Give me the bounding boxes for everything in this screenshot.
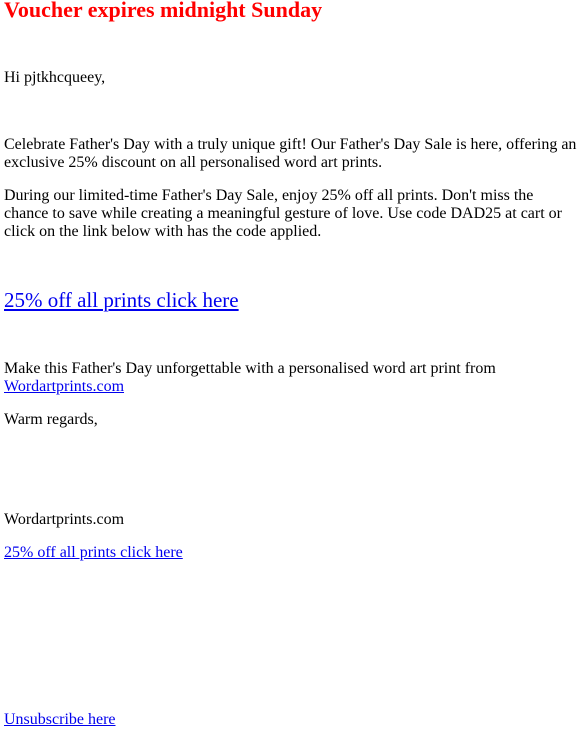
headline: Voucher expires midnight Sunday <box>4 0 323 22</box>
secondary-cta <box>4 544 578 562</box>
secondary-cta-link[interactable]: 25% off all prints click here <box>4 544 183 561</box>
intro-paragraph: Celebrate Father's Day with a truly unique gift! Our Father's Day Sale is here, offering an exclusive 25% discount on all personalised word art prints. <box>4 136 577 171</box>
closing-paragraph: Make this Father's Day unforgettable with a personalised word art print from <box>4 360 496 377</box>
signature: Wordartprints.com <box>4 511 125 528</box>
primary-cta-link[interactable]: 25% off all prints click here <box>4 288 239 312</box>
primary-cta <box>4 288 239 312</box>
regards: Warm regards, <box>4 411 98 428</box>
details-paragraph: During our limited-time Father's Day Sale, enjoy 25% off all prints. Don't miss the chance to save while creating a meaningful gesture of love. Use code DAD25 at cart or click on the link below with has the code applied. <box>4 187 562 240</box>
closing-link-line <box>4 378 578 396</box>
unsubscribe-line <box>4 711 578 729</box>
unsubscribe-link[interactable]: Unsubscribe here <box>4 711 116 728</box>
website-link[interactable]: Wordartprints.com <box>4 378 125 395</box>
greeting: Hi pjtkhcqueey, <box>4 69 106 86</box>
